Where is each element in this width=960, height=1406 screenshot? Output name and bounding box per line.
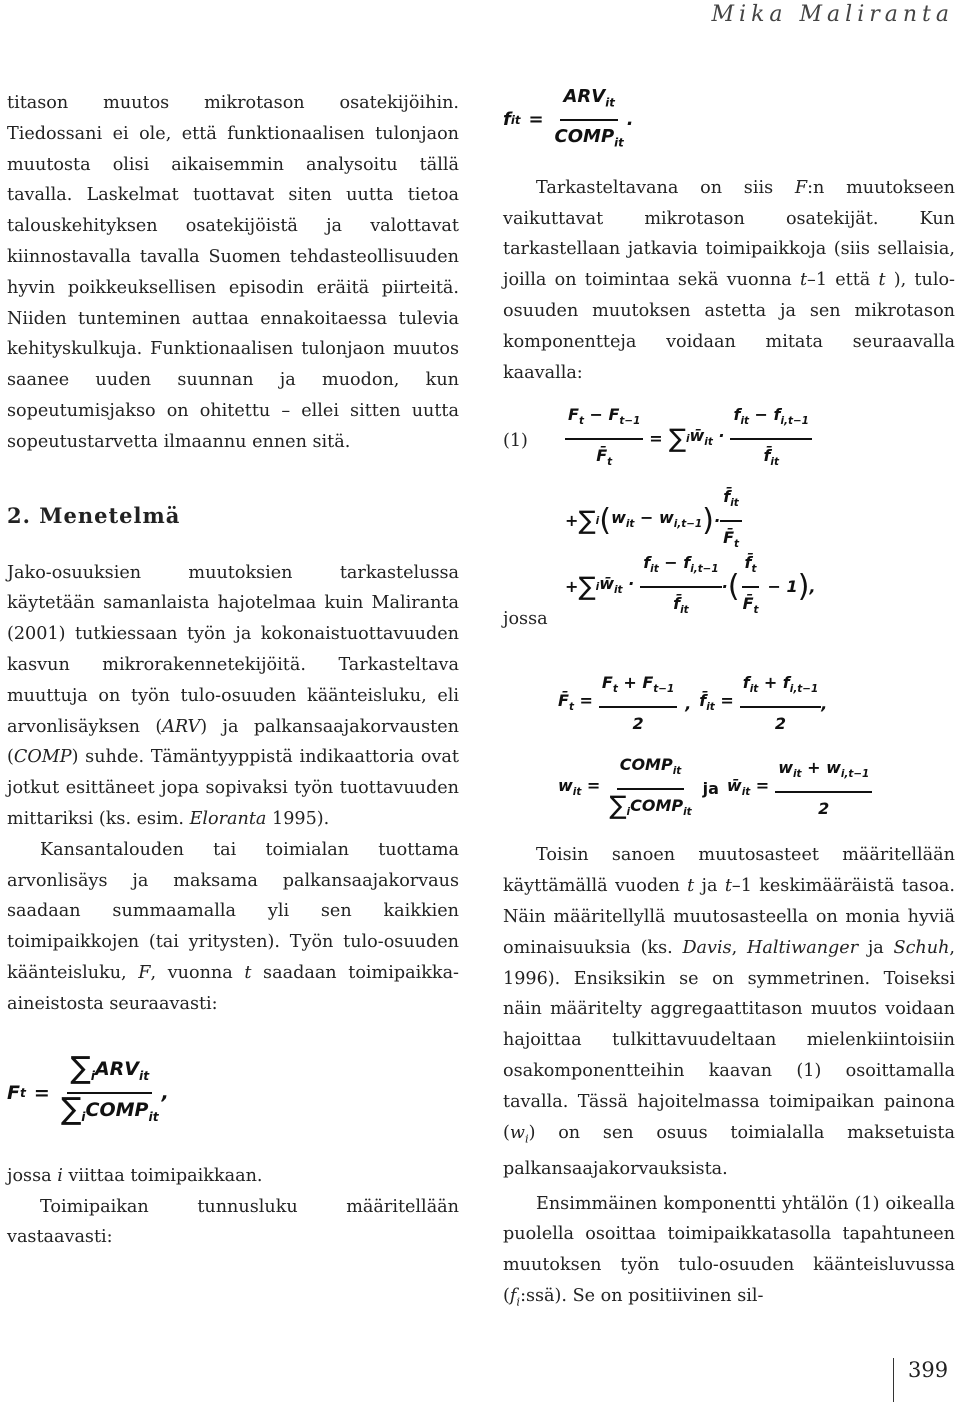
paragraph-intro: titason muutos mikrotason osatekijöihin. Tiedossani ei ole, että funktionaalisen tulonjaon muutosta olisi aikaisemmin analysoitu tällä tavalla. Laskelmat tuottavat siten uutta tietoa talouskehityksen osatekijöistä ja valottavat kiinnostavalla tavalla Suomen tehdasteollisuuden hyvin poikkeuksellisen episodin eräitä piirteitä. Niiden tunteminen auttaa ennakoitaessa tulevia kehityskulkuja. Funktionaalisen tulonjaon muutos saanee uuden suunnan ja muodon, kun sopeutumisjakso on ohitettu – ellei sitten uutta sopeutustarvetta ilmaannu ennen sitä. [7,93,459,452]
paragraph-growth-rates: Toisin sanoen muutosasteet määritellään käyttämällä vuoden t ja t–1 keskimääräistä tasoa. Näin määritellyllä muutosasteella on monia hyviä ominaisuuksia (ks. Davis, Haltiwanger ja Schuh, 1996). Ensiksikin se on symmetrinen. Toiseksi näin määritelty aggregaattitason muutos voidaan hajoittaa tulkittavuudeltaan mielenkiintoisiin osakomponentteihin kaavan (1) osoittamalla tavalla. Tässä hajoitelmassa toimipaikan painona $(w_i)$ on sen osuus toimialalla maksetuista palkansaajakorvauksista. [503,845,956,1179]
equation-1-line-3: + ∑ i $w̄_{it}$ · $\frac{f_{it} - f_{i,t-1}}{f̄_{it}}$ · ( $\frac{f̄_t}{F̄_t}$ − 1 ) , [565,548,816,626]
page-number: 399 [908,1358,949,1382]
definitions-block [503,609,955,840]
paragraph-jossa-i: jossa i viittaa toimipaikkaan. [7,1165,263,1186]
equation-F-t: F t = $\frac{\sum_iARV_{it}}{\sum_iCOMP_{it}}$ , [7,1054,459,1133]
equation-number: (1) [503,431,528,452]
equation-averages: $F̄_t$ = $\frac{F_t + F_{t-1}}{2}$ , $f̄_{it}$ = $\frac{f_{it} + f_{i,t-1}}{2}$ , [558,668,827,740]
left-column [7,88,459,1253]
equation-1 [503,400,955,617]
paragraph-first-component: Ensimmäinen komponentti yhtälön (1) oikealla puolella osoittaa toimipaikkatasolla tapahtuneen muutoksen työn tulo-osuuden käänteisluvussa $(f_i:ssä)$. Se on positiivinen sil- [503,1193,955,1309]
equation-1-line-2: + ∑ i ( $w_{it} - w_{i,t-1}$ ) · $\frac{f̄_{it}}{F̄_t}$ [565,482,742,560]
jossa-label: jossa [503,609,548,630]
paragraph-definition: Toimipaikan tunnusluku määritellään vastaavasti: [7,1196,459,1248]
equation-f-it-fraction: $\frac{ARV_{it}}{COMP_{it}}$ [552,82,627,159]
equation-F-t-fraction: $\frac{\sum_iARV_{it}}{\sum_iCOMP_{it}}$ [60,1050,159,1128]
paragraph-aggregation: Kansantalouden tai toimialan tuottama arvonlisäys ja maksama palkansaajakorvaus saadaan summaamalla yli sen kaikkien toimipaikkojen (tai yritysten). Työn tulo-osuuden käänteisluku, F, vuonna t saadaan toimipaikka-aineistosta seuraavasti: [7,839,459,1014]
equation-1-line-1: $\frac{F_t - F_{t-1}}{F̄_t}$ = ∑ i $w̄_{it}$ · $\frac{f_{it} - f_{i,t-1}}{f̄_{it}}$ [565,400,812,478]
equation-f-it: f it = $\frac{ARV_{it}}{COMP_{it}}$ . [503,82,955,159]
page-number-rule [893,1358,894,1402]
right-column [503,82,955,1317]
equation-weights: $w_{it}$ = $\frac{COMP_{it}}{\sum_iCOMP_{it}}$ ja $w̄_{it}$ = $\frac{w_{it} + w_{i,t-1}}{2}$ [558,750,872,828]
paragraph-method: Jako-osuuksien muutoksien tarkastelussa käytetään samanlaista hajotelmaa kuin Maliranta (2001) tutkiessaan työn ja kokonaistuottavuuden kasvun mikrorakennetekijöitä. Tarkasteltava muuttuja on työn tulo-osuuden käänteisluku, eli arvonlisäyksen (ARV) ja palkansaajakorvausten (COMP) suhde. Tämäntyyppistä indikaattoria ovat jotkut esittäneet jopa sopivaksi työn tuottavuuden mittariksi (ks. esim. Eloranta 1995). [7,562,459,829]
running-header-author: Mika Maliranta [711,2,954,27]
paragraph-components: Tarkasteltavana on siis F:n muutokseen vaikuttavat mikrotason osatekijät. Kun tarkastellaan jatkavia toimipaikkoja (siis sellaisia, joilla on toimintaa sekä vuonna t–1 että t ), tulo-osuuden muutoksen astetta ja sen mikrotason komponentteja voidaan mitata seuraavalla kaavalla: [503,177,955,383]
section-heading: 2. Menetelmä [7,502,181,528]
